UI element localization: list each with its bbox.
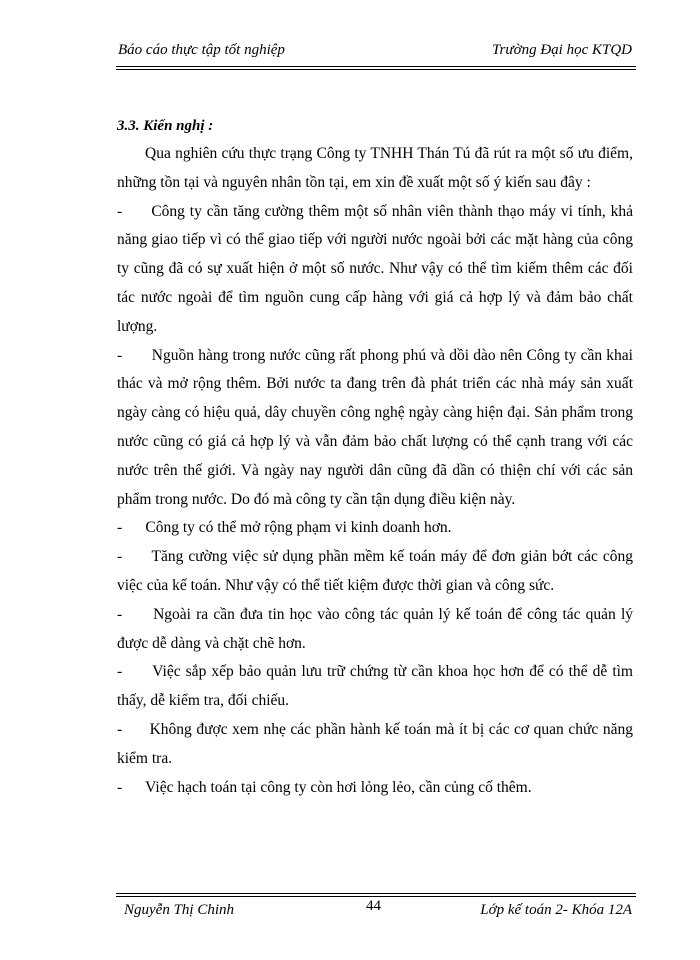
header-university: Trường Đại học KTQD [492, 42, 632, 58]
header-report-title: Báo cáo thực tập tốt nghiệp [118, 42, 285, 58]
recommendation-item: - Công ty có thể mở rộng phạm vi kinh doanh hơn. [117, 519, 452, 537]
recommendation-item: - Tăng cường việc sử dụng phần mềm kế toán máy để đơn giản bớt các công việc của kế toán. Như vậy có thể tiết kiệm được thời gian và công sức. [117, 548, 637, 594]
page-number: 44 [366, 898, 381, 914]
footer-class: Lớp kế toán 2- Khóa 12A [480, 902, 632, 918]
footer-rule [116, 893, 636, 897]
body-content [117, 112, 637, 802]
recommendation-item: - Công ty cần tăng cường thêm một số nhân viên thành thạo máy vi tính, khả năng giao tiếp vì có thể giao tiếp với người nước ngoài bởi các mặt hàng của công ty cũng đã có sự xuất hiện ở một số nước. Như vậy có thể tìm kiếm thêm các đối tác nước ngoài để tìm nguồn cung cấp hàng với giá cả hợp lý và đảm bảo chất lượng. [117, 202, 637, 335]
recommendation-item: - Việc hạch toán tại công ty còn hơi lỏng lẻo, cần củng cố thêm. [117, 778, 532, 796]
intro-paragraph: Qua nghiên cứu thực trạng Công ty TNHH Thán Tú đã rút ra một số ưu điểm, những tồn tại và nguyên nhân tồn tại, em xin đề xuất một số ý kiến sau đây : [117, 145, 633, 191]
section-heading: 3.3. Kiến nghị : [117, 118, 214, 134]
footer-author: Nguyễn Thị Chinh [124, 902, 235, 918]
page-header [116, 40, 636, 64]
recommendation-item: - Ngoài ra cần đưa tin học vào công tác quản lý kế toán để công tác quản lý được dễ dàng và chặt chẽ hơn. [117, 605, 637, 652]
page-footer [116, 898, 636, 922]
recommendation-item: - Việc sắp xếp bảo quản lưu trữ chứng từ cần khoa học hơn để có thể dễ tìm thấy, dễ kiểm tra, đối chiếu. [117, 663, 637, 710]
recommendation-item: - Không được xem nhẹ các phần hành kế toán mà ít bị các cơ quan chức năng kiểm tra. [117, 720, 637, 767]
header-rule [116, 66, 636, 70]
recommendation-item: - Nguồn hàng trong nước cũng rất phong phú và dồi dào nên Công ty cần khai thác và mở rộng thêm. Bởi nước ta đang trên đà phát triển các nhà máy sản xuất ngày càng có hiệu quả, dây chuyền công nghệ ngày càng hiện đại. Sản phẩm trong nước cũng có giá cả hợp lý và vẫn đảm bảo chất lượng có thể cạnh trang với các nước trên thế giới. Và ngày nay người dân cũng đã dần có thiện chí với các sản phẩm trong nước. Do đó mà công ty cần tận dụng điều kiện này. [117, 346, 637, 508]
